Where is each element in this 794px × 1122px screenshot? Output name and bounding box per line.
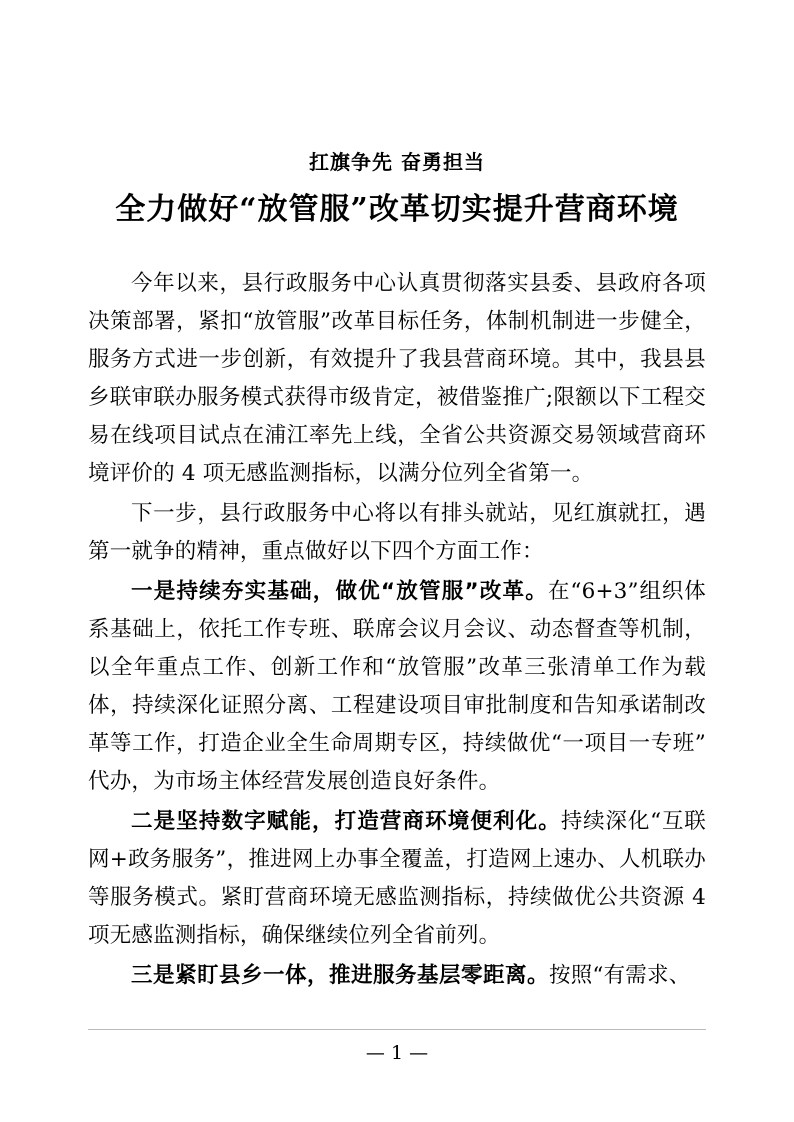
paragraph-1 bbox=[88, 265, 706, 493]
paragraph-2 bbox=[88, 495, 706, 571]
page-number: — 1 — bbox=[365, 1042, 429, 1064]
paragraph-2-text: 下一步，县行政服务中心将以有排头就站，见红旗就扛，遇第一就争的精神，重点做好以下四个方面工作： bbox=[88, 500, 706, 564]
document-body bbox=[88, 265, 706, 995]
paragraph-3-text: 在“6+3”组织体系基础上，依托工作专班、联席会议月会议、动态督查等机制，以全年重点工作、创新工作和“放管服”改革三张清单工作为载体，持续深化证照分离、工程建设项目审批制度和告知承诺制改革等工作，打造企业全生命周期专区，持续做优“一项目一专班” 代办，为市场主体经营发展创造良好条件。 bbox=[88, 578, 707, 794]
paragraph-1-text: 今年以来，县行政服务中心认真贯彻落实县委、县政府各项决策部署，紧扣“放管服”改革目标任务，体制机制进一步健全， 服务方式进一步创新，有效提升了我县营商环境。其中，我县县乡联审联办服务模式获得市级肯定，被借鉴推广;限额以下工程交易在线项目试点在浦江率先上线，全省公共资源交易领域营商环境评价的 4 项无感监测指标，以满分位列全省第一。 bbox=[88, 270, 706, 486]
footer-divider bbox=[88, 1029, 706, 1030]
paragraph-4 bbox=[88, 803, 706, 955]
paragraph-5-text: 按照“有需求、 bbox=[549, 962, 691, 988]
document-subtitle: 扛旗争先 奋勇担当 bbox=[309, 150, 485, 174]
paragraph-4-lead: 二是坚持数字赋能，打造营商环境便利化。 bbox=[131, 808, 561, 834]
paragraph-5 bbox=[88, 957, 706, 995]
paragraph-3-lead: 一是持续夯实基础，做优“放管服”改革。 bbox=[131, 578, 548, 604]
page-title: 全力做好“放管服”改革切实提升营商环境 bbox=[115, 192, 679, 227]
paragraph-4-text: 持续深化“互联网+政务服务”，推进网上办事全覆盖，打造网上速办、人机联办等服务模式。紧盯营商环境无感监测指标，持续做优公共资源 4 项无感监测指标，确保继续位列全省前列。 bbox=[88, 808, 706, 948]
paragraph-3 bbox=[88, 573, 706, 801]
paragraph-5-lead: 三是紧盯县乡一体，推进服务基层零距离。 bbox=[131, 962, 550, 988]
